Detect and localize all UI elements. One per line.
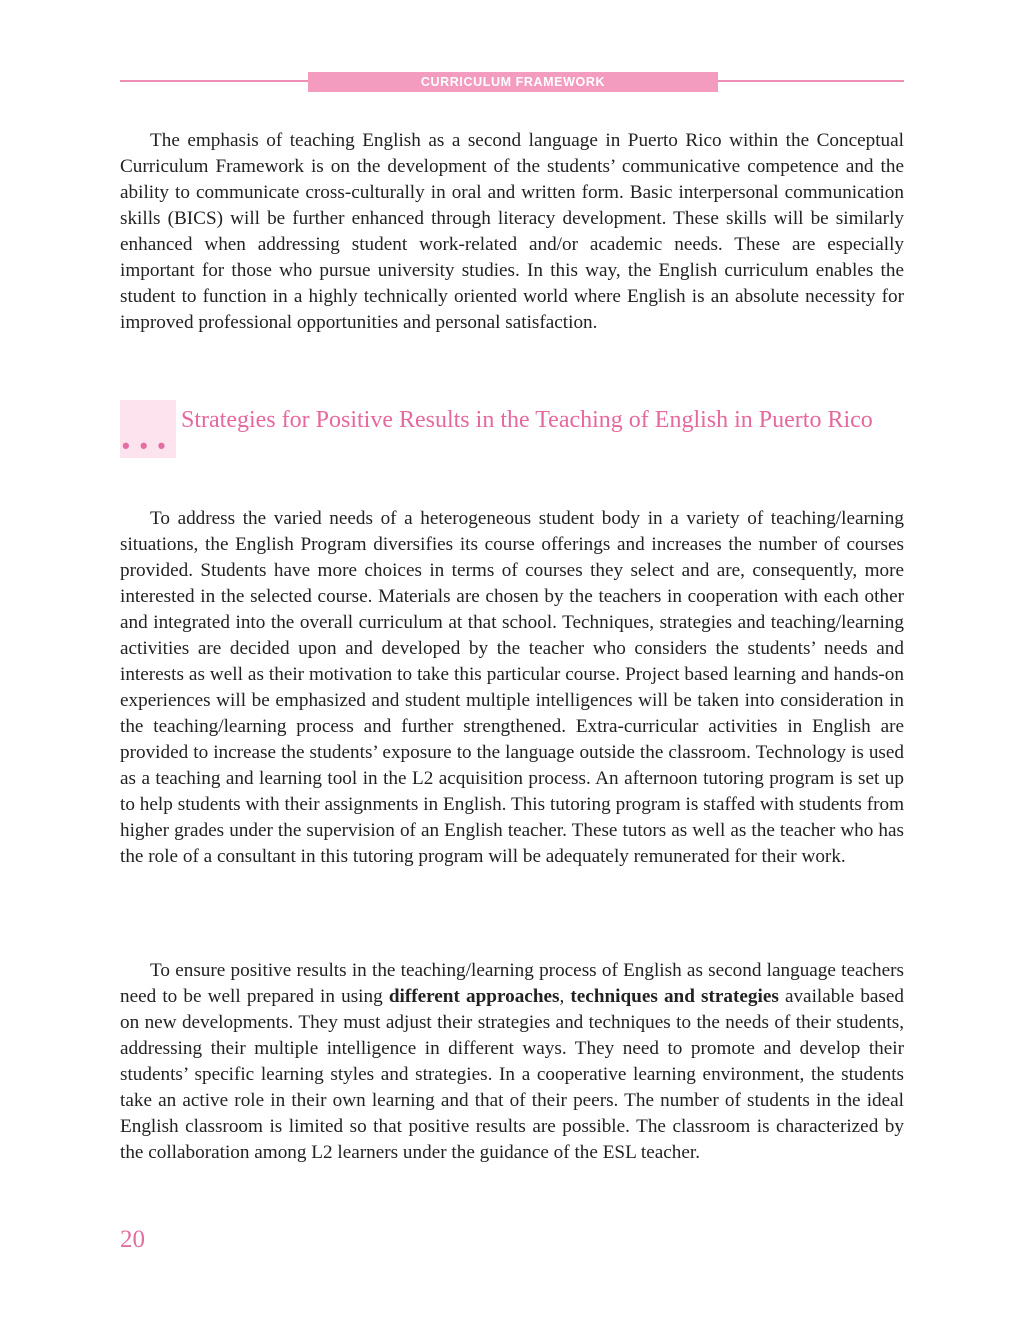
strategies-paragraph: To address the varied needs of a heterogeneous student body in a variety of teaching/learning situations, the English Program diversifies its course offerings and increases the number of courses provided. Students have more choices in terms of courses they select and are, consequently, more interested in the selected course. Materials are chosen by the teachers in cooperation with each other and integrated into the overall curriculum at that school. Techniques, strategies and teaching/learning activities are decided upon and developed by the teacher who considers the students’ needs and interests as well as their motivation to take this particular course. Project based learning and hands-on experiences will be emphasized and student multiple intelligences will be taken into consideration in the teaching/learning process and further strengthened. Extra-curricular activities in English are provided to increase the students’ exposure to the language outside the classroom. Technology is used as a teaching and learning tool in the L2 acquisition process. An afternoon tutoring program is set up to help students with their assignments in English. This tutoring program is staffed with students from higher grades under the supervision of an English teacher. These tutors as well as the teacher who has the role of a consultant in this tutoring program will be adequately remunerated for their work. [120, 508, 904, 867]
heading-dots-icon: • • • [122, 433, 168, 458]
bold-text: different approaches [388, 986, 560, 1007]
running-header: CURRICULUM FRAMEWORK [308, 72, 718, 92]
text-run: , [559, 986, 571, 1007]
text-run: available based on new developments. They must adjust their strategies and techniques to the needs of their students, addressing their multiple intelligence in different ways. They need to promote and develop their students’ specific learning styles and strategies. In a cooperative learning environment, the students take an active role in their own learning and that of their peers. The number of students in the ideal English classroom is limited so that positive results are possible. The classroom is characterized by the collaboration among L2 learners under the guidance of the ESL teacher. [120, 986, 905, 1163]
page-number: 20 [120, 1226, 145, 1253]
section-heading: Strategies for Positive Results in the Teaching of English in Puerto Rico [181, 407, 873, 433]
positive-results-paragraph [120, 958, 904, 1166]
bold-text: techniques and strategies [570, 986, 779, 1007]
text-run: To ensure positive results in the teaching/learning process of English as second language teachers need to be well prepared in using [120, 960, 904, 1007]
intro-paragraph: The emphasis of teaching English as a second language in Puerto Rico within the Conceptual Curriculum Framework is on the development of the students’ communicative competence and the ability to communicate cross-culturally in oral and written form. Basic interpersonal communication skills (BICS) will be further enhanced through literacy development. These skills will be similarly enhanced when addressing student work-related and/or academic needs. These are especially important for those who pursue university studies. In this way, the English curriculum enables the student to function in a highly technically oriented world where English is an absolute necessity for improved professional opportunities and personal satisfaction. [120, 130, 904, 333]
